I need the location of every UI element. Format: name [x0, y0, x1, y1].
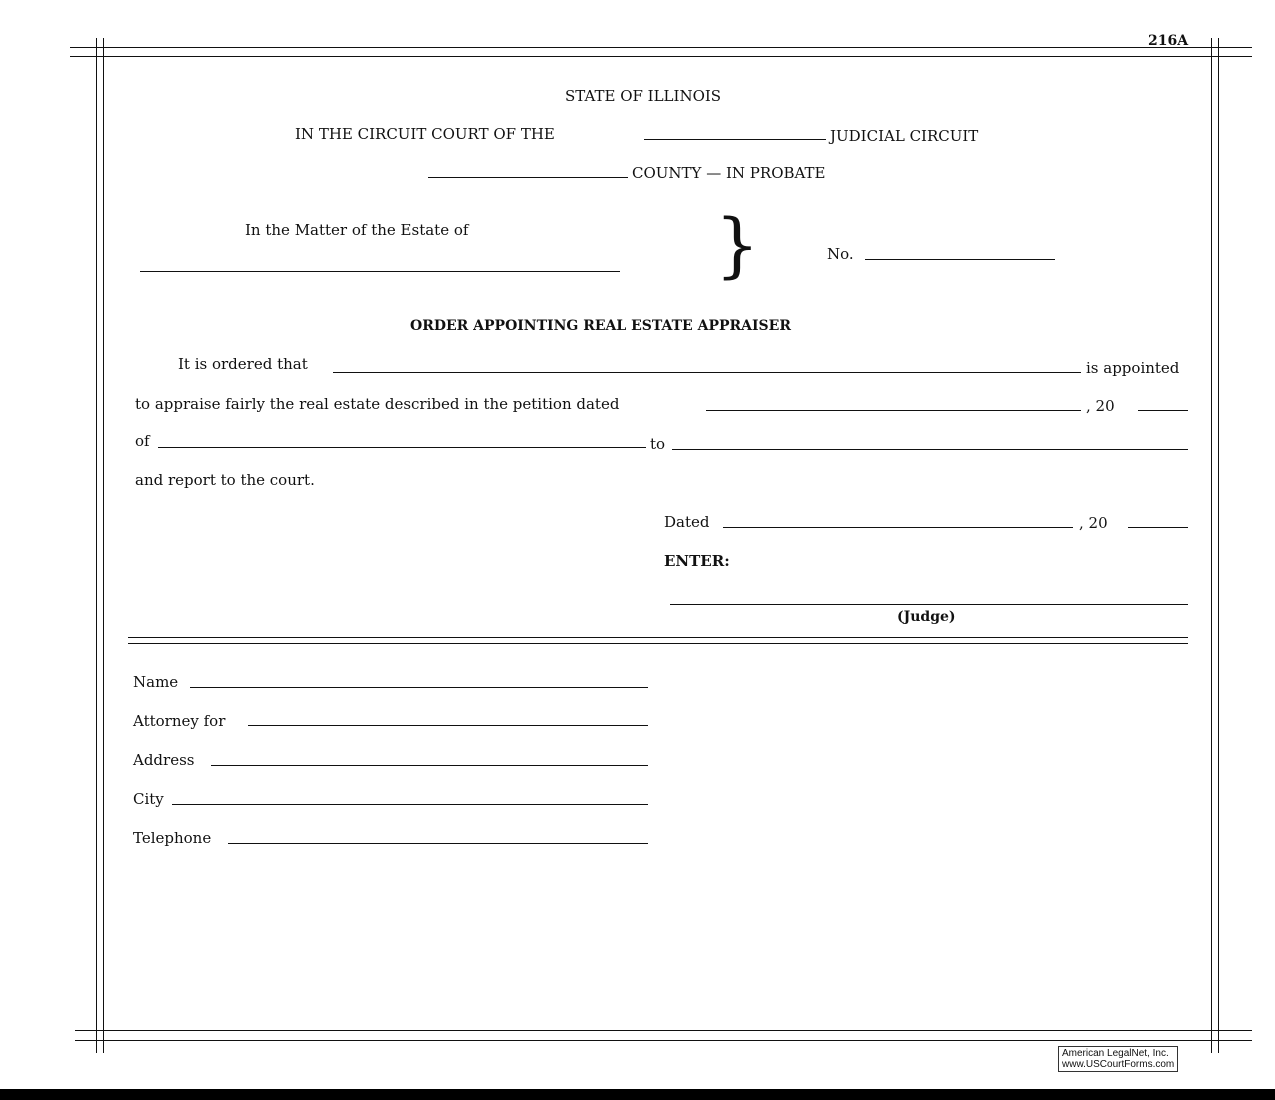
to-text: to	[650, 435, 666, 453]
circuit-blank[interactable]	[644, 139, 826, 140]
attorney-for-label: Attorney for	[133, 712, 226, 730]
attorney-name-blank[interactable]	[190, 687, 648, 688]
logo-line-2: www.USCourtForms.com	[1062, 1059, 1175, 1070]
case-number-blank[interactable]	[865, 259, 1055, 260]
appraise-text: to appraise fairly the real estate described in the petition dated	[135, 395, 620, 413]
case-number-label: No.	[827, 245, 854, 263]
report-text: and report to the court.	[135, 471, 315, 489]
judge-label: (Judge)	[897, 609, 956, 625]
petition-year-blank[interactable]	[1138, 410, 1188, 411]
border-top-line	[70, 47, 1252, 48]
county-blank[interactable]	[428, 177, 628, 178]
telephone-blank[interactable]	[228, 843, 648, 844]
appointed-text: is appointed	[1086, 359, 1180, 377]
border-bottom-line	[75, 1030, 1252, 1031]
form-title: ORDER APPOINTING REAL ESTATE APPRAISER	[410, 318, 791, 334]
state-heading: STATE OF ILLINOIS	[565, 87, 722, 105]
dated-year-prefix: , 20	[1079, 514, 1108, 532]
of-blank[interactable]	[158, 447, 646, 448]
scan-edge	[0, 1089, 1275, 1100]
logo-line-1: American LegalNet, Inc.	[1062, 1048, 1169, 1059]
publisher-logo	[1058, 1046, 1178, 1072]
city-label: City	[133, 790, 164, 808]
dated-blank[interactable]	[723, 527, 1073, 528]
petition-date-blank[interactable]	[706, 410, 1081, 411]
dated-label: Dated	[664, 513, 710, 531]
address-label: Address	[133, 751, 195, 769]
telephone-label: Telephone	[133, 829, 212, 847]
attorney-name-label: Name	[133, 673, 179, 691]
dated-year-blank[interactable]	[1128, 527, 1188, 528]
border-left-line	[103, 38, 104, 1053]
border-left-line	[96, 38, 97, 1053]
border-right-line	[1218, 38, 1219, 1053]
court-heading-suffix: JUDICIAL CIRCUIT	[830, 127, 979, 145]
ordered-text: It is ordered that	[178, 355, 308, 373]
address-blank[interactable]	[211, 765, 648, 766]
county-heading: COUNTY — IN PROBATE	[632, 164, 826, 182]
of-text: of	[135, 432, 150, 450]
appraiser-name-blank[interactable]	[333, 372, 1081, 373]
divider	[128, 637, 1188, 638]
form-number: 216A	[1148, 33, 1189, 49]
judge-signature-blank[interactable]	[670, 604, 1188, 605]
brace: }	[715, 204, 760, 286]
city-blank[interactable]	[172, 804, 648, 805]
border-right-line	[1211, 38, 1212, 1053]
border-top-line	[70, 56, 1252, 57]
year-prefix: , 20	[1086, 397, 1115, 415]
estate-matter-label: In the Matter of the Estate of	[245, 221, 469, 239]
enter-label: ENTER:	[664, 552, 730, 570]
divider	[128, 643, 1188, 644]
attorney-for-blank[interactable]	[248, 725, 648, 726]
court-heading: IN THE CIRCUIT COURT OF THE	[295, 125, 555, 143]
estate-name-blank[interactable]	[140, 271, 620, 272]
border-bottom-line	[75, 1040, 1252, 1041]
to-blank[interactable]	[672, 449, 1188, 450]
